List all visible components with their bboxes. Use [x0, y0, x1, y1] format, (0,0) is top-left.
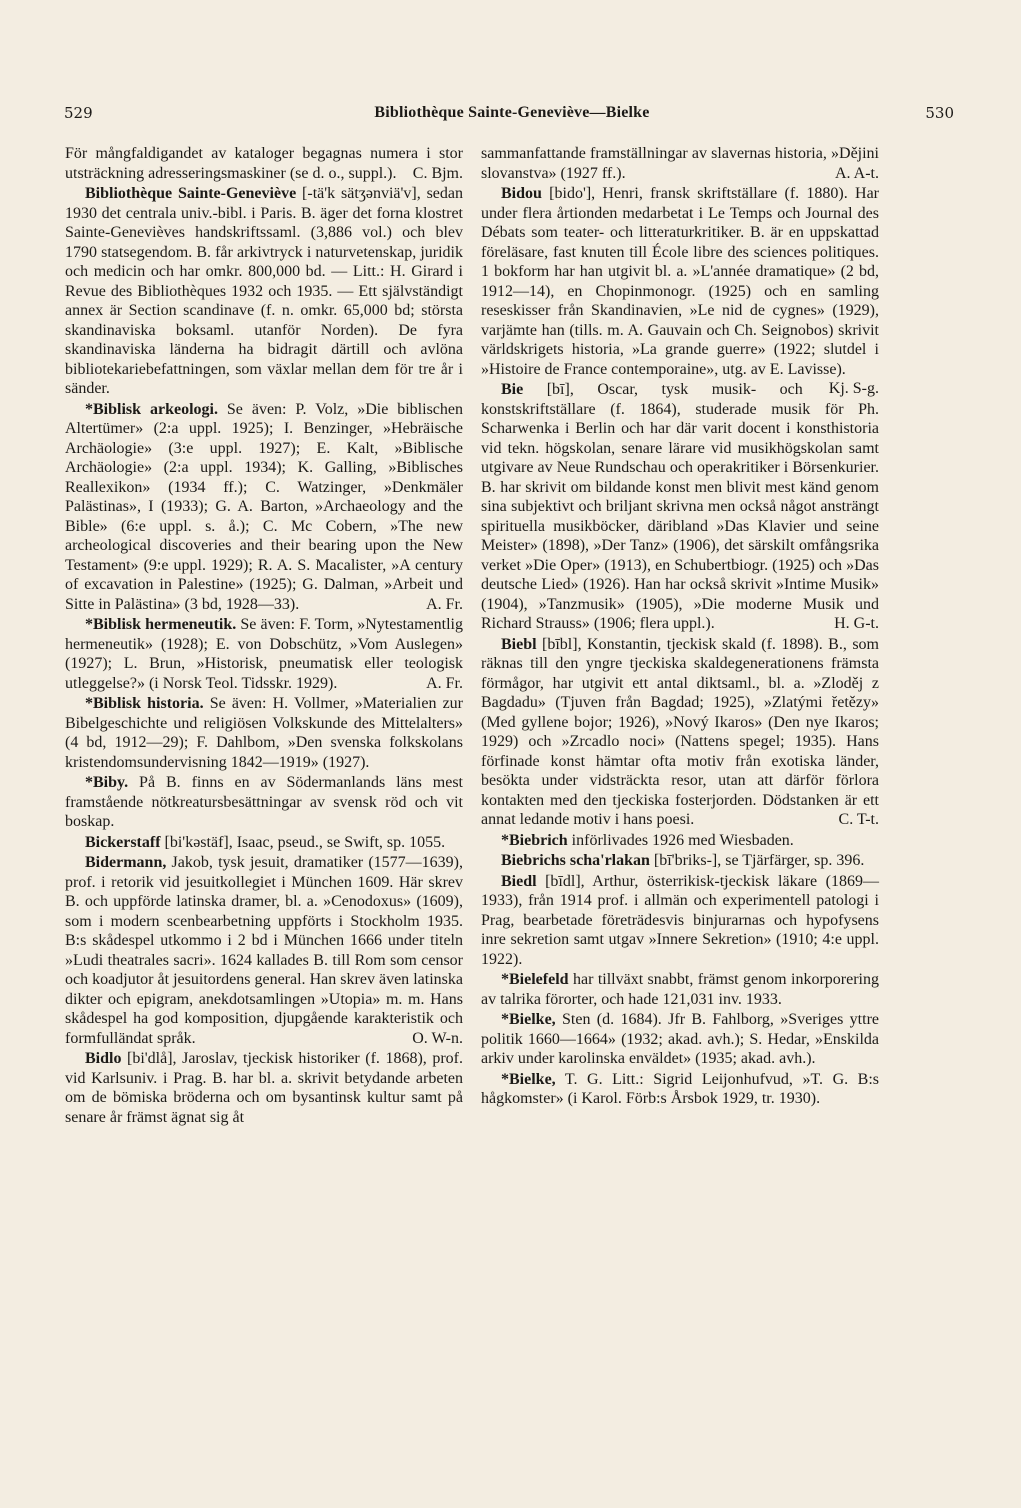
right-column [481, 144, 879, 1110]
encyclopedia-entry [481, 1070, 879, 1109]
author-signature: O. W-n. [412, 1029, 463, 1047]
entry-headword: *Biebrich [501, 831, 568, 849]
entry-body: sammanfattande framställningar av slavernas historia, »Dějini slovanstva» (1927 ff.). [481, 145, 879, 182]
entry-body: T. G. Litt.: Sigrid Leijonhufvud, »T. G. B:s hågkomster» (i Karol. Förb:s Årsbok 1929, tr. 1930). [481, 1070, 879, 1107]
entry-body: [bi'kəstäf], Isaac, pseud., se Swift, sp. 1055. [160, 833, 446, 851]
entry-headword: Bidermann, [85, 854, 167, 871]
author-signature: H. G-t. [834, 615, 879, 632]
entry-headword: Biedl [501, 872, 537, 890]
entry-body: har tillväxt snabbt, främst genom inkorporering av talrika förorter, och hade 121,031 inv. 1933. [481, 971, 879, 1008]
page-number-left: 529 [64, 104, 93, 122]
author-signature: A. Fr. [426, 674, 463, 692]
encyclopedia-entry [65, 853, 463, 1048]
entry-body: Sten (d. 1684). Jfr B. Fahlborg, »Sveriges yttre politik 1660—1664» (1932; akad. avh.); S. Hedar, »Enskilda arkiv under karolinska enväldet» (1935; akad. avh.). [481, 1011, 879, 1067]
entry-body: införlivades 1926 med Wiesbaden. [567, 831, 794, 849]
entry-body: Jakob, tysk jesuit, dramatiker (1577—1639), prof. i retorik vid jesuitkollegiet i München 1609. Här skrev B. och uppförde latinska dramer, bl. a. »Cenodoxus» (1609), som i modern scenbearbetning uppförts i Stockholm 1935. B:s skådespel utkommo i 2 bd i München 1666 under titeln »Ludi theatrales sacri». 1624 kallades B. till Rom som censor och koadjutor åt jesuitordens general. Han skrev även latinska dikter och epigram, anekdotsamlingen »Utopia» m. m. Hans skådespel ha god komposition, djupgående karakteristik och formfulländat språk. [65, 854, 463, 1047]
page-number-right: 530 [925, 104, 954, 122]
encyclopedia-entry [65, 694, 463, 772]
author-signature: C. Bjm. [412, 164, 463, 182]
entry-body: [bībl], Konstantin, tjeckisk skald (f. 1898). B., som räknas till den yngre tjeckiska skaldegenerationens främsta förmågor, har utgivit ett antal diktsaml., bl. a. »Zloděj z Bagdadu» (Tjuven från Bagdad; 1925), »Zlatými řetězy» (Med gyllene bojor; 1926), »Nový Ikaros» (Den nye Ikaros; 1929) och »Zrcadlo noci» (Nattens spegel; 1935). Hans förfinade konst hämtar ofta motiv från exotiska länder, besökta under vidsträckta resor, utan att därför förlora kontakten med den tjeckiska fosterjorden. Dödstanken är ett annat ledande motiv i hans poesi. [481, 635, 879, 828]
entry-headword: Bibliothèque Sainte-Geneviève [85, 185, 297, 202]
entry-body: [bī], Oscar, tysk musik- och konstskriftställare (f. 1864), studerade musik för Ph. Scharwenka i Berlin och har där varit docent i konsthistoria vid tekn. högskolan, senare lärare vid musikhögskolan samt utgivare av Neue Rundschau och operakritiker i Börsenkurier. B. har skrivit om bildande konst men blivit mest känd genom sina subjektivt och briljant skrivna men också något ansträngt spirituella musikböcker, däribland »Das Klavier und seine Meister» (1898), »Der Tanz» (1906), det särskilt omfångsrika verket »Die Oper» (1913), en Schubertbiogr. (1925) och »Das deutsche Lied» (1926). Han har också skrivit »Intime Musik» (1904), »Tanzmusik» (1905), »Die moderne Musik und Richard Strauss» (1906; flera uppl.). [481, 381, 879, 632]
left-column [65, 144, 463, 1128]
running-header [62, 104, 962, 128]
encyclopedia-entry [481, 1010, 879, 1069]
entry-body: [bido'], Henri, fransk skriftställare (f. 1880). Har under flera årtionden medarbetat i Le Temps och Journal des Débats som teater- och litteraturkritiker. B. är en uppskattad föreläsare, fast knuten till École libre des sciences politiques. 1 bokform har han utgivit bl. a. »L'année dramatique» (2 bd, 1912—14), en Chopinmonogr. (1925) och en samling reseskisser från Skandinavien, »Le nid de cygnes» (1929), varjämte han (tills. m. A. Gauvain och Ch. Seignobos) skrivit världskrigets historia, »La grande guerre» (1922; slutdel i »Histoire de France contemporaine», utg. av E. Lavisse). [481, 185, 879, 378]
encyclopedia-entry [65, 833, 463, 853]
encyclopedia-entry [65, 400, 463, 615]
entry-headword: Bie [501, 381, 524, 398]
encyclopedia-entry [65, 184, 463, 399]
encyclopedia-entry [65, 1049, 463, 1127]
entry-body: [bīdl], Arthur, österrikisk-tjeckisk läkare (1869—1933), från 1914 prof. i allmän och experimentell patologi i Prag, bearbetade företrädesvis binjurarnas och hypofysens inre sekretion samt utgav »Innere Sekretion» (1910; 4:e uppl. 1922). [481, 872, 879, 968]
entry-headword: *Biblisk historia. [85, 695, 204, 712]
entry-headword: Biebrichs scha'rlakan [501, 852, 650, 869]
encyclopedia-entry [65, 773, 463, 832]
entry-headword: *Bielefeld [501, 971, 569, 988]
encyclopedia-entry [65, 615, 463, 693]
author-signature: A. Fr. [426, 595, 463, 613]
encyclopedia-entry [481, 970, 879, 1009]
entry-body: [-tä'k sätʒənviä'v], sedan 1930 det centrala univ.-bibl. i Paris. B. äger det forna klostret Sainte-Genevièves handskriftssaml. (3,886 vol.) och blev 1790 statsegendom. B. får arkivtryck i naturvetenskap, juridik och medicin och har omkr. 800,000 bd. — Litt.: H. Girard i Revue des Bibliothèques 1932 och 1935. — Ett självständigt annex är Section scandinave (f. n. omkr. 65,000 bd; största skandinaviska boksaml. utanför Norden). De fyra skandinaviska länderna ha bidragit därtill och avlöna bibliotekariebefattningen, som växlar mellan dem för tre år i sänder. [65, 185, 464, 397]
entry-headword: *Biblisk hermeneutik. [85, 616, 237, 633]
encyclopedia-entry [481, 831, 879, 851]
entry-body: Se även: F. Torm, »Nytestamentlig hermeneutik» (1928); E. von Dobschütz, »Vom Auslegen» (1927); L. Brun, »Historisk, pneumatisk eller teologisk utleggelse?» (i Norsk Teol. Tidsskr. 1929). [65, 616, 463, 692]
entry-headword: Biebl [501, 635, 537, 653]
author-signature: Kj. S-g. [828, 380, 879, 397]
encyclopedia-entry [65, 144, 463, 183]
encyclopedia-entry [481, 144, 879, 183]
entry-body: [bī'briks-], se Tjärfärger, sp. 396. [649, 852, 865, 869]
entry-body: Se även: P. Volz, »Die biblischen Altertümer» (2:a uppl. 1925); I. Benzinger, »Hebräische Archäologie» (3:e uppl. 1927); E. Kalt, »Biblische Archäologie» (2:a uppl. 1934); K. Galling, »Biblisches Reallexikon» (1934 ff.); C. Watzinger, »Denkmäler Palästinas», I (1933); G. A. Barton, »Archaeology and the Bible» (6:e uppl. s. å.); C. Mc Cobern, »The new archeological discoveries and their bearing upon the New Testament» (9:e uppl. 1929); R. A. S. Macalister, »A century of excavation in Palestine» (1925); G. Dalman, »Arbeit und Sitte in Palästina» (3 bd, 1928—33). [65, 400, 463, 613]
entry-headword: *Biblisk arkeologi. [85, 400, 218, 418]
author-signature: A. A-t. [835, 164, 879, 182]
entry-body: På B. finns en av Södermanlands läns mest framstående nötkreatursbesättningar av svensk röd och vit boskap. [65, 774, 463, 830]
entry-headword: *Bielke, [501, 1070, 556, 1088]
encyclopedia-entry [481, 851, 879, 871]
encyclopedia-entry [481, 872, 879, 970]
encyclopedia-entry [481, 635, 879, 830]
entry-headword: Bickerstaff [85, 833, 161, 851]
running-title: Bibliothèque Sainte-Geneviève—Bielke [374, 104, 650, 121]
entry-body: Se även: H. Vollmer, »Materialien zur Bibelgeschichte und religiösen Volkskunde des Mittelalters» (4 bd, 1912—29); F. Dahlbom, »Den svenska folkskolans kristendomsundervisning 1842—1919» (1927). [65, 695, 463, 771]
entry-headword: Bidou [501, 185, 542, 202]
entry-headword: *Biby. [85, 774, 129, 791]
author-signature: C. T-t. [838, 811, 879, 828]
entry-body: För mångfaldigandet av kataloger begagnas numera i stor utsträckning adresseringsmaskiner (se d. o., suppl.). [65, 145, 463, 182]
entry-headword: Bidlo [85, 1050, 122, 1067]
entry-headword: *Bielke, [501, 1011, 556, 1028]
encyclopedia-entry [481, 380, 879, 634]
entry-body: [bi'dlå], Jaroslav, tjeckisk historiker (f. 1868), prof. vid Karlsuniv. i Prag. B. har bl. a. skrivit betydande arbeten om de bömiska bröderna och om bysantinsk kultur samt på senare år främst ägnat sig åt [65, 1050, 463, 1126]
